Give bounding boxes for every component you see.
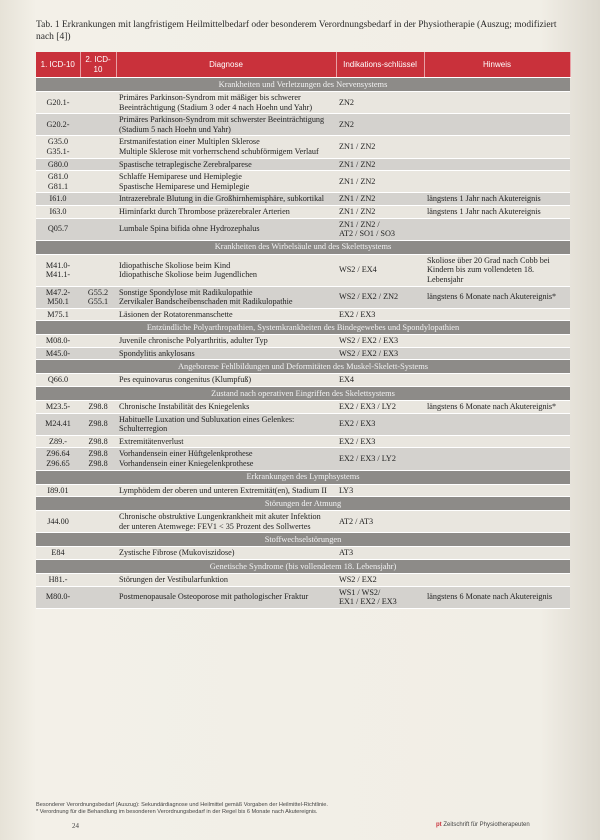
cell-key: WS2 / EX2 (336, 574, 424, 587)
section-title: Krankheiten und Verletzungen des Nervensystems (36, 78, 570, 92)
cell-note (424, 448, 570, 470)
cell-key: EX2 / EX3 (336, 435, 424, 448)
cell-key: ZN1 / ZN2 (336, 205, 424, 218)
cell-icd1: M08.0- (36, 335, 80, 348)
table-row (36, 347, 570, 360)
cell-icd1: Q66.0 (36, 374, 80, 387)
cell-icd1: M24.41 (36, 413, 80, 435)
section-header-row (36, 387, 570, 401)
cell-diagnose: Spondylitis ankylosans (116, 347, 336, 360)
cell-diagnose: Erstmanifestation einer Multiplen Sklerose Multiple Sklerose mit vorherrschend schubförmigem Verlauf (116, 136, 336, 158)
cell-diagnose: Lymphödem der oberen und unteren Extremität(en), Stadium II (116, 484, 336, 497)
cell-key: ZN1 / ZN2 (336, 193, 424, 206)
cell-icd2 (80, 574, 116, 587)
cell-key: WS2 / EX2 / EX3 (336, 335, 424, 348)
cell-key: EX2 / EX3 (336, 308, 424, 321)
table-row (36, 114, 570, 136)
cell-icd1: I63.0 (36, 205, 80, 218)
cell-note (424, 484, 570, 497)
cell-icd1: M80.0- (36, 586, 80, 608)
cell-note (424, 574, 570, 587)
section-header-row (36, 240, 570, 254)
cell-diagnose: Primäres Parkinson-Syndrom mit mäßiger bis schwerer Beeinträchtigung (Stadium 3 oder 4 nach Hoehn und Yahr) (116, 92, 336, 114)
table-caption: Tab. 1 Erkrankungen mit langfristigem Heilmittelbedarf oder besonderem Verordnungsbedarf in der Physiotherapie (Auszug; modifiziert nach [4]) (36, 20, 557, 42)
table-row (36, 286, 570, 308)
cell-icd1: Q05.7 (36, 218, 80, 240)
section-title: Genetische Syndrome (bis vollendetem 18. Lebensjahr) (36, 560, 570, 574)
table-row (36, 193, 570, 206)
cell-icd1: G35.0 G35.1- (36, 136, 80, 158)
cell-note (424, 335, 570, 348)
table-row (36, 435, 570, 448)
header-indikationsschluessel: Indikations-schlüssel (336, 52, 424, 78)
cell-icd1: M41.0- M41.1- (36, 254, 80, 286)
cell-icd1: I61.0 (36, 193, 80, 206)
cell-key: ZN1 / ZN2 (336, 136, 424, 158)
cell-icd1: G20.2- (36, 114, 80, 136)
cell-icd1: Z96.64 Z96.65 (36, 448, 80, 470)
section-title: Stoffwechselstörungen (36, 533, 570, 547)
table-row (36, 547, 570, 560)
cell-note (424, 511, 570, 533)
cell-note (424, 171, 570, 193)
cell-icd2 (80, 308, 116, 321)
cell-icd2 (80, 484, 116, 497)
cell-icd2 (80, 335, 116, 348)
cell-icd2: G55.2 G55.1 (80, 286, 116, 308)
section-header-row (36, 78, 570, 92)
table-header-row (36, 52, 570, 78)
cell-diagnose: Idiopathische Skoliose beim Kind Idiopathische Skoliose beim Jugendlichen (116, 254, 336, 286)
table-body (36, 78, 570, 609)
cell-diagnose: Vorhandensein einer Hüftgelenkprothese Vorhandensein einer Kniegelenkprothese (116, 448, 336, 470)
cell-note (424, 413, 570, 435)
cell-key: EX4 (336, 374, 424, 387)
cell-icd2: Z98.8 (80, 435, 116, 448)
cell-note: längstens 6 Monate nach Akutereignis* (424, 286, 570, 308)
table-row (36, 254, 570, 286)
cell-icd1: G81.0 G81.1 (36, 171, 80, 193)
cell-icd1: Z89.- (36, 435, 80, 448)
cell-key: WS2 / EX4 (336, 254, 424, 286)
cell-icd1: H81.- (36, 574, 80, 587)
cell-icd1: M23.5- (36, 401, 80, 414)
section-title: Erkrankungen des Lymphsystems (36, 470, 570, 484)
cell-key: WS2 / EX2 / EX3 (336, 347, 424, 360)
table-row (36, 308, 570, 321)
cell-key: ZN2 (336, 92, 424, 114)
cell-diagnose: Chronische obstruktive Lungenkrankheit mit akuter Infektion der unteren Atemwege: FEV1 < 35 Prozent des Sollwertes (116, 511, 336, 533)
cell-diagnose: Lumbale Spina bifida ohne Hydrozephalus (116, 218, 336, 240)
cell-icd2: Z98.8 (80, 413, 116, 435)
table-row (36, 171, 570, 193)
table-row (36, 158, 570, 171)
cell-icd2 (80, 171, 116, 193)
cell-icd1: M47.2- M50.1 (36, 286, 80, 308)
cell-icd1: G20.1- (36, 92, 80, 114)
header-icd2: 2. ICD-10 (80, 52, 116, 78)
cell-key: WS2 / EX2 / ZN2 (336, 286, 424, 308)
page-number: 24 (72, 822, 79, 830)
table-row (36, 92, 570, 114)
table-row (36, 401, 570, 414)
cell-note (424, 136, 570, 158)
cell-note (424, 158, 570, 171)
cell-diagnose: Pes equinovarus congenitus (Klumpfuß) (116, 374, 336, 387)
cell-icd2: Z98.8 Z98.8 (80, 448, 116, 470)
cell-icd2 (80, 586, 116, 608)
table-row (36, 586, 570, 608)
cell-note: längstens 6 Monate nach Akutereignis* (424, 401, 570, 414)
header-icd1: 1. ICD-10 (36, 52, 80, 78)
cell-diagnose: Extremitätenverlust (116, 435, 336, 448)
cell-icd2 (80, 158, 116, 171)
cell-key: ZN1 / ZN2 (336, 158, 424, 171)
cell-icd2 (80, 218, 116, 240)
cell-key: AT2 / AT3 (336, 511, 424, 533)
cell-icd2 (80, 114, 116, 136)
footnote: Besonderer Verordnungsbedarf (Auszug): Sekundärdiagnose und Heilmittel gemäß Vorgaben der Heilmittel-Richtlinie. (36, 802, 328, 808)
section-title: Störungen der Atmung (36, 497, 570, 511)
table-row (36, 413, 570, 435)
cell-diagnose: Spastische tetraplegische Zerebralparese (116, 158, 336, 171)
cell-key: AT3 (336, 547, 424, 560)
journal-footer (436, 822, 530, 828)
header-hinweis: Hinweis (424, 52, 570, 78)
cell-note: längstens 1 Jahr nach Akutereignis (424, 205, 570, 218)
cell-icd2 (80, 511, 116, 533)
cell-note: längstens 1 Jahr nach Akutereignis (424, 193, 570, 206)
cell-note: Skoliose über 20 Grad nach Cobb bei Kindern bis zum vollendeten 18. Lebensjahr (424, 254, 570, 286)
cell-note (424, 435, 570, 448)
cell-key: WS1 / WS2/ EX1 / EX2 / EX3 (336, 586, 424, 608)
cell-diagnose: Postmenopausale Osteoporose mit pathologischer Fraktur (116, 586, 336, 608)
section-header-row (36, 321, 570, 335)
cell-diagnose: Störungen der Vestibularfunktion (116, 574, 336, 587)
journal-name: Zeitschrift für Physiotherapeuten (443, 822, 530, 828)
icd-table (36, 52, 571, 609)
table-row (36, 448, 570, 470)
table-row (36, 511, 570, 533)
cell-diagnose: Läsionen der Rotatorenmanschette (116, 308, 336, 321)
cell-icd2 (80, 193, 116, 206)
section-header-row (36, 533, 570, 547)
section-title: Krankheiten des Wirbelsäule und des Skelettsystems (36, 240, 570, 254)
cell-key: EX2 / EX3 (336, 413, 424, 435)
table-row (36, 374, 570, 387)
footnotes (36, 802, 570, 816)
cell-icd2 (80, 136, 116, 158)
cell-key: EX2 / EX3 / LY2 (336, 448, 424, 470)
section-title: Angeborene Fehlbildungen und Deformitäten des Muskel-Skelett-Systems (36, 360, 570, 374)
cell-key: LY3 (336, 484, 424, 497)
cell-note (424, 308, 570, 321)
cell-icd2 (80, 547, 116, 560)
cell-icd1: G80.0 (36, 158, 80, 171)
cell-icd2 (80, 92, 116, 114)
cell-note (424, 374, 570, 387)
cell-note (424, 114, 570, 136)
cell-icd2 (80, 254, 116, 286)
header-diagnose: Diagnose (116, 52, 336, 78)
cell-icd2 (80, 347, 116, 360)
cell-note: längstens 6 Monate nach Akutereignis (424, 586, 570, 608)
section-header-row (36, 360, 570, 374)
cell-note (424, 218, 570, 240)
section-header-row (36, 497, 570, 511)
table-row (36, 205, 570, 218)
cell-icd2: Z98.8 (80, 401, 116, 414)
section-header-row (36, 560, 570, 574)
footnote: * Verordnung für die Behandlung im besonderen Verordnungsbedarf in der Regel bis 6 Monate nach Akutereignis. (36, 809, 318, 815)
table-row (36, 574, 570, 587)
cell-key: ZN1 / ZN2 (336, 171, 424, 193)
cell-diagnose: Habituelle Luxation und Subluxation eines Gelenkes: Schulterregion (116, 413, 336, 435)
cell-icd1: E84 (36, 547, 80, 560)
section-title: Zustand nach operativen Eingriffen des Skelettsystems (36, 387, 570, 401)
cell-key: ZN2 (336, 114, 424, 136)
cell-icd2 (80, 205, 116, 218)
section-title: Entzündliche Polyarthropathien, Systemkrankheiten des Bindegewebes und Spondylopathien (36, 321, 570, 335)
cell-diagnose: Zystische Fibrose (Mukoviszidose) (116, 547, 336, 560)
cell-icd1: M75.1 (36, 308, 80, 321)
cell-note (424, 92, 570, 114)
table-row (36, 335, 570, 348)
cell-note (424, 347, 570, 360)
cell-diagnose: Juvenile chronische Polyarthritis, adulter Typ (116, 335, 336, 348)
table-row (36, 136, 570, 158)
section-header-row (36, 470, 570, 484)
cell-key: ZN1 / ZN2 / AT2 / SO1 / SO3 (336, 218, 424, 240)
table-row (36, 218, 570, 240)
cell-key: EX2 / EX3 / LY2 (336, 401, 424, 414)
cell-diagnose: Chronische Instabilität des Kniegelenks (116, 401, 336, 414)
cell-diagnose: Intrazerebrale Blutung in die Großhirnhemisphäre, subkortikal (116, 193, 336, 206)
cell-icd1: J44.00 (36, 511, 80, 533)
cell-icd1: M45.0- (36, 347, 80, 360)
cell-diagnose: Hirninfarkt durch Thrombose präzerebraler Arterien (116, 205, 336, 218)
journal-prefix: pt (436, 822, 442, 828)
cell-icd1: I89.01 (36, 484, 80, 497)
cell-diagnose: Sonstige Spondylose mit Radikulopathie Zervikaler Bandscheibenschaden mit Radikulopathie (116, 286, 336, 308)
cell-note (424, 547, 570, 560)
cell-diagnose: Schlaffe Hemiparese und Hemiplegie Spastische Hemiparese und Hemiplegie (116, 171, 336, 193)
cell-icd2 (80, 374, 116, 387)
table-row (36, 484, 570, 497)
cell-diagnose: Primäres Parkinson-Syndrom mit schwerster Beeinträchtigung (Stadium 5 nach Hoehn und Yahr) (116, 114, 336, 136)
